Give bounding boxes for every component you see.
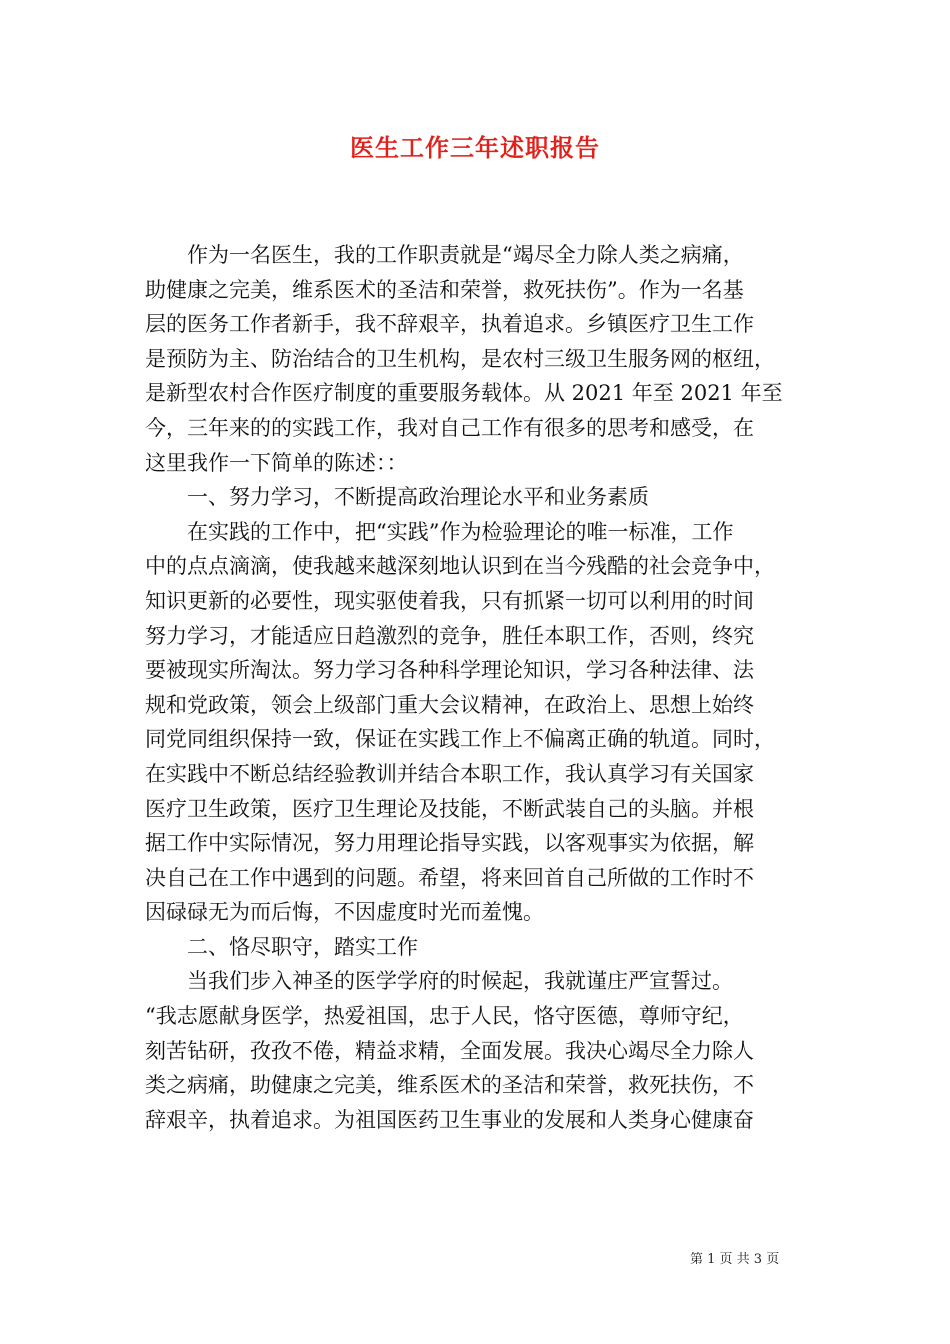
page-number: 第 1 页 共 3 页 [690,1252,780,1267]
paragraph-line: 在实践的工作中，把“实践”作为检验理论的唯一标准，工作 [187,519,734,544]
paragraph-line: 因碌碌无为而后悔，不因虚度时光而羞愧。 [145,900,544,925]
paragraph-line: 决自己在工作中遇到的问题。希望，将来回首自己所做的工作时不 [145,865,754,890]
paragraph-line: 今，三年来的的实践工作，我对自己工作有很多的思考和感受，在 [145,415,754,440]
paragraph-line: 在实践中不断总结经验教训并结合本职工作，我认真学习有关国家 [145,761,754,786]
paragraph-line: 助健康之完美，维系医术的圣洁和荣誉，救死扶伤”。作为一名基 [145,277,744,302]
paragraph-line: 中的点点滴滴，使我越来越深刻地认识到在当今残酷的社会竞争中， [145,554,775,579]
paragraph-line: “我志愿献身医学，热爱祖国，忠于人民，恪守医德，尊师守纪， [145,1004,744,1029]
section-heading: 二、恪尽职守，踏实工作 [187,934,418,959]
paragraph-line: 知识更新的必要性，现实驱使着我，只有抓紧一切可以利用的时间 [145,588,754,613]
paragraph-line: 是预防为主、防治结合的卫生机构，是农村三级卫生服务网的枢纽， [145,346,775,371]
section-heading: 一、努力学习，不断提高政治理论水平和业务素质 [187,485,649,510]
page-title: 医生工作三年述职报告 [350,133,600,162]
paragraph-line: 这里我作一下简单的陈述：： [145,450,408,475]
paragraph-line: 努力学习，才能适应日趋激烈的竞争，胜任本职工作，否则，终究 [145,623,754,648]
paragraph-line: 据工作中实际情况，努力用理论指导实践，以客观事实为依据，解 [145,831,754,856]
paragraph-line: 类之病痛，助健康之完美，维系医术的圣洁和荣誉，救死扶伤，不 [145,1073,754,1098]
paragraph-line: 刻苦钻研，孜孜不倦，精益求精，全面发展。我决心竭尽全力除人 [145,1038,754,1063]
paragraph-line: 是新型农村合作医疗制度的重要服务载体。从 2021 年至 2021 年至 [145,381,783,406]
paragraph-line: 层的医务工作者新手，我不辞艰辛，执着追求。乡镇医疗卫生工作 [145,312,754,337]
paragraph-line: 医疗卫生政策，医疗卫生理论及技能，不断武装自己的头脑。并根 [145,796,754,821]
paragraph-line: 规和党政策，领会上级部门重大会议精神，在政治上、思想上始终 [145,692,754,717]
paragraph-line: 作为一名医生，我的工作职责就是“竭尽全力除人类之病痛， [187,243,744,267]
paragraph-line: 辞艰辛，执着追求。为祖国医药卫生事业的发展和人类身心健康奋 [145,1107,754,1132]
document-body [145,238,825,1137]
paragraph-line: 要被现实所淘汰。努力学习各种科学理论知识，学习各种法律、法 [145,658,754,683]
paragraph-line: 当我们步入神圣的医学学府的时候起，我就谨庄严宣誓过。 [187,969,733,994]
paragraph-line: 同党同组织保持一致，保证在实践工作上不偏离正确的轨道。同时， [145,727,775,752]
